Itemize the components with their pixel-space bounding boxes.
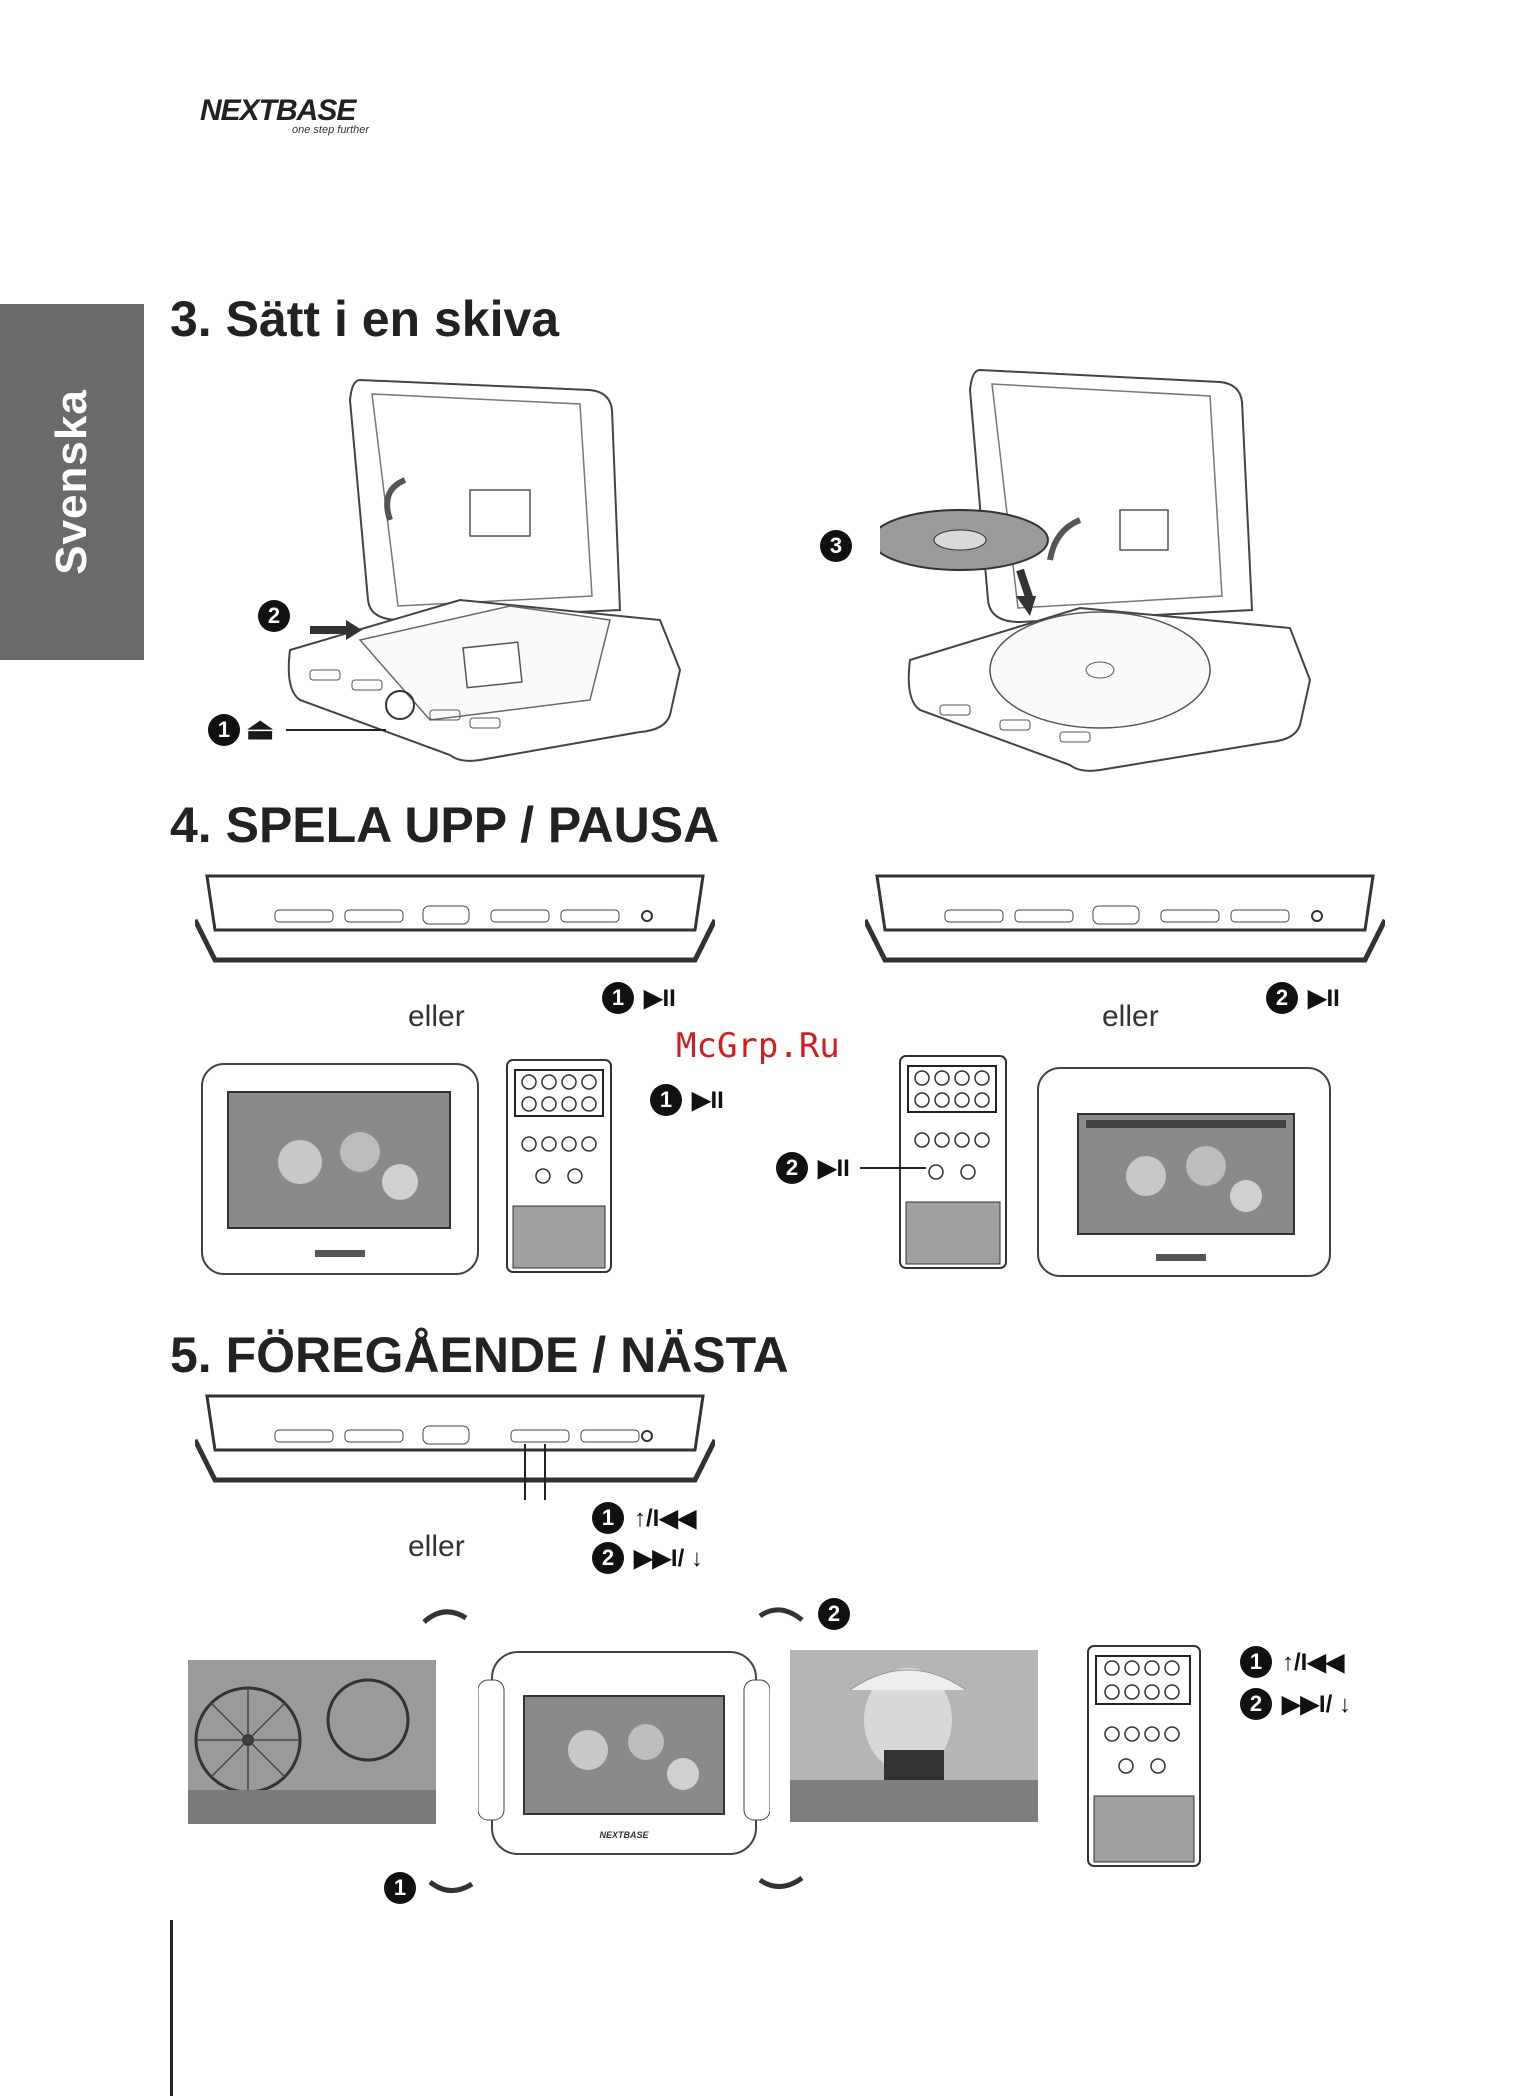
screen-device-left bbox=[200, 1062, 480, 1276]
remote-play-pause-label-1: 1 ▶II bbox=[650, 1084, 724, 1116]
player-top-view-right bbox=[865, 870, 1385, 980]
watermark: McGrp.Ru bbox=[676, 1026, 840, 1066]
arrow-curve-top-left bbox=[420, 1600, 470, 1630]
arrow-curve-bottom-right bbox=[756, 1872, 806, 1896]
language-tab bbox=[0, 304, 144, 660]
step-1-badge: 1 bbox=[208, 714, 240, 746]
arrow-curve-top-right bbox=[756, 1598, 806, 1628]
play-pause-icon: ▶II bbox=[692, 1086, 724, 1114]
section-4-heading: 4. SPELA UPP / PAUSA bbox=[170, 797, 720, 853]
remote-control-section5 bbox=[1086, 1644, 1204, 1870]
play-pause-label-1: 1 ▶II bbox=[602, 982, 676, 1014]
device-brand-label: NEXTBASE bbox=[599, 1830, 649, 1840]
or-label-section5: eller bbox=[408, 1530, 465, 1563]
next-step-marker: 2 bbox=[818, 1598, 850, 1630]
photo-woman-camera bbox=[790, 1650, 1038, 1822]
next-icon: ▶▶I/ ↓ bbox=[1282, 1690, 1351, 1718]
remote-play-pause-label-2: 2 ▶II bbox=[776, 1152, 926, 1184]
play-pause-label-2: 2 ▶II bbox=[1266, 982, 1340, 1014]
step-3-marker: 3 bbox=[820, 530, 852, 562]
screen-device-section5 bbox=[478, 1650, 770, 1856]
next-label-remote: 2 ▶▶I/ ↓ bbox=[1240, 1688, 1351, 1720]
photo-ferris-wheel bbox=[188, 1660, 436, 1824]
section-5-heading: 5. FÖREGÅENDE / NÄSTA bbox=[170, 1327, 789, 1383]
next-icon: ▶▶I/ ↓ bbox=[634, 1544, 703, 1572]
or-label-left: eller bbox=[408, 1000, 465, 1033]
player-top-view-section5 bbox=[195, 1390, 715, 1500]
or-label-right: eller bbox=[1102, 1000, 1159, 1033]
eject-step-marker bbox=[208, 712, 386, 747]
section-3-heading: 3. Sätt i en skiva bbox=[170, 291, 560, 347]
eject-icon: ⏏ bbox=[246, 713, 275, 746]
page-edge-rule bbox=[170, 1920, 173, 2096]
dvd-player-open-illustration bbox=[280, 370, 700, 770]
prev-step-marker: 1 bbox=[384, 1872, 476, 1904]
next-label-panel: 2 ▶▶I/ ↓ bbox=[592, 1542, 703, 1574]
step-2-marker: 2 bbox=[258, 600, 290, 632]
prev-label-panel: 1 ↑/I◀◀ bbox=[592, 1502, 696, 1534]
previous-icon: ↑/I◀◀ bbox=[1282, 1648, 1345, 1676]
logo-tagline: one step further bbox=[292, 124, 370, 136]
remote-control-left bbox=[505, 1058, 615, 1276]
prev-label-remote: 1 ↑/I◀◀ bbox=[1240, 1646, 1344, 1678]
language-tab-label: Svenska bbox=[47, 389, 96, 575]
dvd-player-disc-illustration bbox=[880, 360, 1330, 780]
play-pause-icon: ▶II bbox=[1308, 984, 1340, 1012]
play-pause-icon: ▶II bbox=[644, 984, 676, 1012]
brand-logo bbox=[200, 94, 410, 136]
arrow-curve-bottom-left bbox=[426, 1876, 476, 1900]
previous-icon: ↑/I◀◀ bbox=[634, 1504, 697, 1532]
play-pause-icon: ▶II bbox=[818, 1154, 850, 1182]
logo-text: NEXTBASE bbox=[200, 94, 356, 127]
screen-device-right bbox=[1036, 1066, 1332, 1278]
player-top-view-left bbox=[195, 870, 715, 980]
